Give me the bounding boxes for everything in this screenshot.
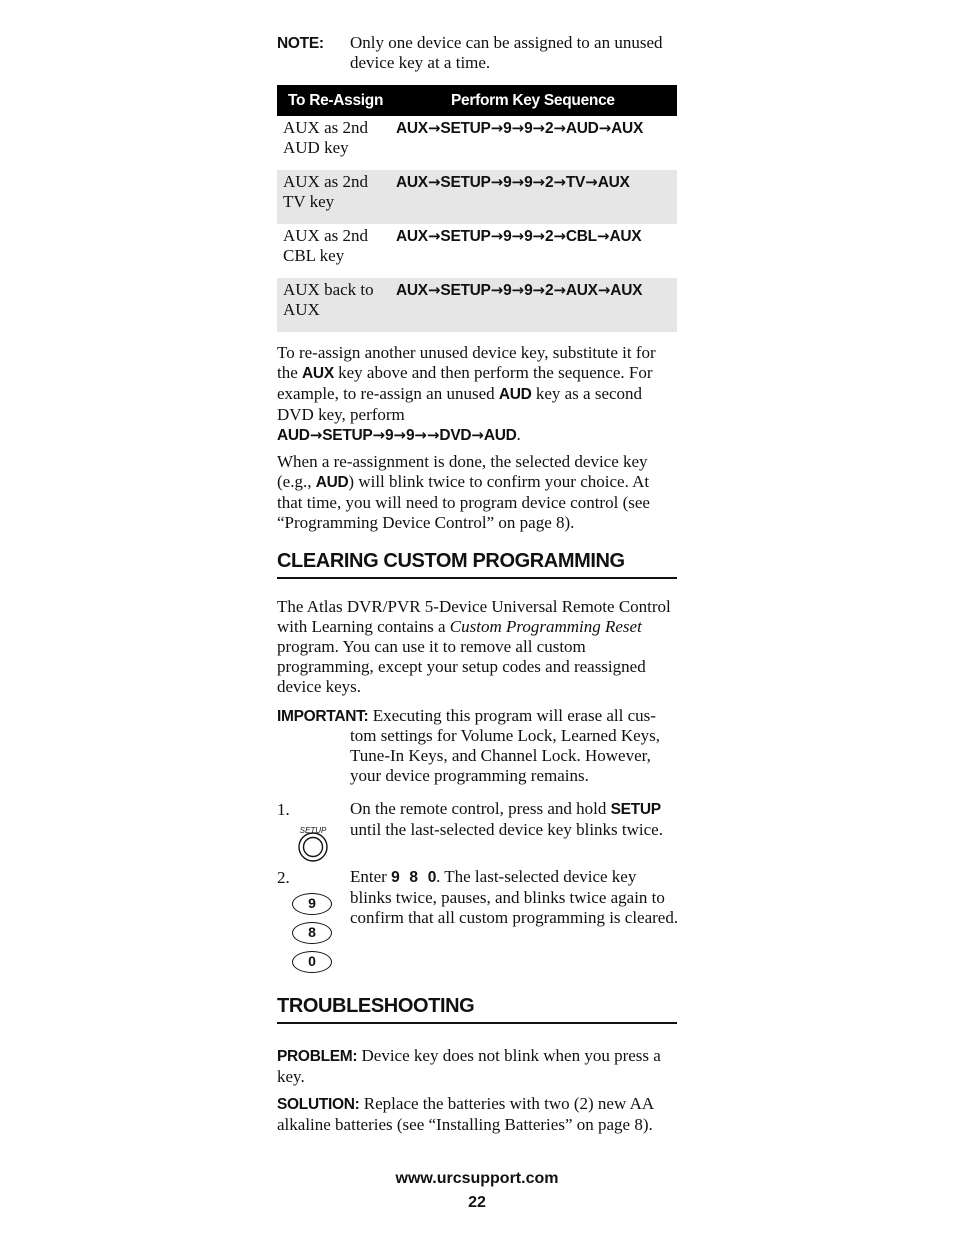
step-2-text-1: Enter bbox=[350, 867, 392, 886]
important-text-first: Executing this program will erase all cus- bbox=[372, 706, 656, 725]
right-arrow-icon: → bbox=[490, 119, 504, 137]
right-arrow-icon: → bbox=[490, 281, 504, 299]
right-arrow-icon: → bbox=[597, 281, 611, 299]
sequence-key: AUD bbox=[277, 427, 310, 444]
setup-key-icon bbox=[296, 825, 330, 863]
right-arrow-icon: → bbox=[511, 173, 525, 191]
section-heading-troubleshooting: TROUBLESHOOTING bbox=[277, 996, 677, 1024]
sequence-key: 9 bbox=[405, 427, 415, 444]
step-2-number: 2. bbox=[277, 868, 290, 887]
para1-text-3: key as a second DVD key, perform bbox=[277, 384, 643, 424]
sequence-key: SETUP bbox=[440, 120, 491, 137]
reassign-instructions bbox=[277, 343, 677, 446]
step-1-text bbox=[350, 799, 680, 840]
intro-program-name: Custom Programming Reset bbox=[449, 617, 642, 636]
sequence-key: AUX bbox=[396, 174, 428, 191]
reassign-target: AUX as 2nd CBL key bbox=[283, 226, 368, 265]
para1-text-1: To re-assign another unused device key, substitute it for the bbox=[277, 343, 656, 382]
key-8-icon: 8 bbox=[292, 922, 332, 944]
solution-text: Replace the batteries with two (2) new AA alkaline batteries (see “Installing Batteries” on page 8). bbox=[277, 1094, 654, 1134]
key-sequence bbox=[392, 170, 677, 224]
sequence-key: AUD bbox=[565, 120, 599, 137]
aux-key-ref: AUX bbox=[302, 365, 334, 382]
important-label: IMPORTANT: bbox=[277, 708, 369, 725]
step-2-text bbox=[350, 867, 680, 928]
table-row bbox=[277, 224, 677, 278]
right-arrow-icon: → bbox=[532, 119, 545, 137]
sequence-key: 9 bbox=[524, 174, 533, 191]
problem-label: PROBLEM: bbox=[277, 1048, 358, 1065]
right-arrow-icon: → bbox=[427, 119, 441, 137]
sequence-key: AUX bbox=[611, 120, 643, 137]
right-arrow-icon: → bbox=[596, 227, 610, 245]
right-arrow-icon: → bbox=[553, 119, 566, 137]
sequence-key: CBL bbox=[565, 228, 597, 245]
table-header-key-sequence: Perform Key Sequence bbox=[392, 85, 677, 116]
right-arrow-icon: → bbox=[471, 426, 484, 444]
problem-statement bbox=[277, 1046, 677, 1087]
important-text-rest: tom settings for Volume Lock, Learned Keys, Tune-In Keys, and Channel Lock. However, your device programming remains. bbox=[350, 726, 661, 785]
key-9-icon: 9 bbox=[292, 893, 332, 915]
para1-end: . bbox=[516, 425, 521, 444]
key-sequence bbox=[392, 116, 677, 170]
para2-text-2: ) will blink twice to confirm your choice. At that time, you will need to program device control (see “Programming Device Control” on page 8). bbox=[277, 472, 650, 532]
sequence-key: AUX bbox=[565, 282, 598, 299]
step-1-number: 1. bbox=[277, 800, 290, 819]
note-text: Only one device can be assigned to an unused device key at a time. bbox=[350, 33, 663, 72]
setup-key-ref: SETUP bbox=[610, 801, 661, 818]
page-number: 22 bbox=[468, 1194, 486, 1211]
right-arrow-icon: → bbox=[372, 426, 386, 444]
key-sequence bbox=[392, 278, 677, 332]
digit-keys-ref: 9 8 0 bbox=[391, 869, 437, 886]
sequence-key: AUX bbox=[597, 174, 630, 191]
table-body bbox=[277, 116, 677, 332]
table-header-row bbox=[277, 85, 677, 116]
clearing-intro bbox=[277, 597, 677, 697]
step-2-text-2: . The last-selected device key blinks twice, pauses, and blinks twice again to confirm that all custom programming is cleared. bbox=[350, 867, 679, 927]
sequence-key: TV bbox=[565, 174, 586, 191]
note-label: NOTE: bbox=[277, 35, 324, 52]
sequence-key: SETUP bbox=[440, 282, 491, 299]
sequence-key: SETUP bbox=[440, 228, 491, 245]
right-arrow-icon: → bbox=[309, 426, 323, 444]
right-arrow-icon: → bbox=[532, 281, 545, 299]
aud-key-ref: AUD bbox=[315, 474, 349, 491]
sequence-key: 9 bbox=[503, 228, 512, 245]
right-arrow-icon: → bbox=[598, 119, 612, 137]
sequence-key: 9 bbox=[385, 427, 394, 444]
step-1-text-1: On the remote control, press and hold bbox=[350, 799, 611, 818]
solution-label: SOLUTION: bbox=[277, 1096, 360, 1113]
right-arrow-icon: → bbox=[427, 173, 441, 191]
sequence-key: 9 bbox=[503, 120, 512, 137]
table-header-to-reassign: To Re-Assign bbox=[277, 85, 392, 116]
right-arrow-icon: → bbox=[553, 281, 566, 299]
sequence-key: 9 bbox=[524, 228, 533, 245]
table-row bbox=[277, 278, 677, 332]
sequence-key: 2 bbox=[544, 174, 554, 191]
right-arrow-icon: → bbox=[553, 173, 566, 191]
sequence-key: AUX bbox=[396, 228, 428, 245]
right-arrow-icon: → bbox=[553, 227, 566, 245]
reassign-confirmation bbox=[277, 452, 677, 533]
para2-text-1: When a re-assignment is done, the selected device key (e.g., bbox=[277, 452, 648, 491]
sequence-key: SETUP bbox=[440, 174, 491, 191]
sequence-key: 2 bbox=[544, 120, 554, 137]
right-arrow-icon: → bbox=[511, 281, 525, 299]
table-row bbox=[277, 170, 677, 224]
right-arrow-icon: → bbox=[414, 426, 427, 444]
sequence-key: 9 bbox=[503, 174, 512, 191]
sequence-key: 9 bbox=[524, 282, 533, 299]
reassign-target: AUX as 2nd TV key bbox=[277, 170, 392, 224]
right-arrow-icon: → bbox=[511, 227, 525, 245]
sequence-key: SETUP bbox=[322, 427, 373, 444]
right-arrow-icon: → bbox=[490, 227, 504, 245]
reassign-table bbox=[277, 85, 677, 332]
sequence-key: DVD bbox=[439, 427, 472, 444]
important-first-line bbox=[277, 706, 677, 727]
key-sequence bbox=[392, 224, 677, 278]
setup-key-icon-label: SETUP bbox=[299, 826, 327, 835]
sequence-key: AUX bbox=[396, 120, 428, 137]
problem-text: Device key does not blink when you press a key. bbox=[277, 1046, 661, 1086]
sequence-key: 9 bbox=[503, 282, 512, 299]
solution-statement bbox=[277, 1094, 677, 1135]
right-arrow-icon: → bbox=[426, 426, 440, 444]
key-0-icon: 0 bbox=[292, 951, 332, 973]
right-arrow-icon: → bbox=[490, 173, 504, 191]
sequence-key: AUX bbox=[610, 282, 643, 299]
right-arrow-icon: → bbox=[427, 281, 441, 299]
aud-key-ref: AUD bbox=[498, 386, 532, 403]
right-arrow-icon: → bbox=[427, 227, 441, 245]
sequence-key: 2 bbox=[544, 228, 554, 245]
section-heading-clearing: CLEARING CUSTOM PROGRAMMING bbox=[277, 551, 677, 579]
intro-text-1: The Atlas DVR/PVR 5-Device Universal Remote Control with Learning contains a bbox=[277, 597, 671, 636]
sequence-key: 2 bbox=[544, 282, 554, 299]
para1-text-2: key above and then perform the sequence. For example, to re-assign an unused bbox=[277, 363, 653, 403]
right-arrow-icon: → bbox=[585, 173, 598, 191]
sequence-key: 9 bbox=[524, 120, 533, 137]
right-arrow-icon: → bbox=[511, 119, 525, 137]
sequence-key: AUD bbox=[483, 427, 517, 444]
intro-text-2: program. You can use it to remove all custom programming, except your setup codes and reassigned device keys. bbox=[277, 637, 646, 696]
step-1-text-2: until the last-selected device key blinks twice. bbox=[350, 820, 663, 839]
reassign-target: AUX as 2nd AUD key bbox=[283, 118, 368, 157]
example-key-sequence bbox=[277, 425, 517, 444]
right-arrow-icon: → bbox=[393, 426, 406, 444]
footer-url: www.urcsupport.com bbox=[395, 1170, 559, 1187]
right-arrow-icon: → bbox=[532, 173, 545, 191]
reassign-target: AUX back to AUX bbox=[277, 278, 392, 332]
right-arrow-icon: → bbox=[532, 227, 545, 245]
sequence-key: AUX bbox=[396, 282, 428, 299]
sequence-key: AUX bbox=[609, 228, 642, 245]
table-row bbox=[277, 116, 677, 170]
